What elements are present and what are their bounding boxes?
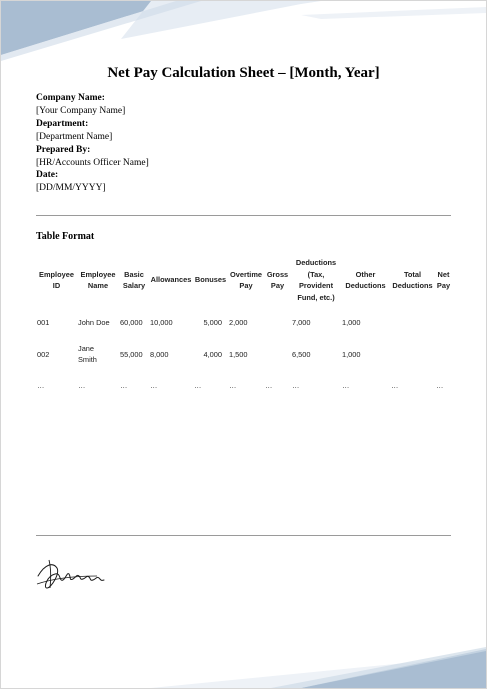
table-cell: … <box>150 380 158 390</box>
prepared-by-label: Prepared By: <box>36 144 91 155</box>
header-employee-id: Employee ID <box>39 269 74 290</box>
table-cell <box>390 307 435 337</box>
section-title: Table Format <box>36 231 95 242</box>
signature-image <box>35 554 115 594</box>
table-row <box>36 307 452 337</box>
table-cell <box>264 337 291 371</box>
table-cell: 60,000 <box>120 317 143 327</box>
table-cell: 55,000 <box>120 349 143 359</box>
table-cell: 1,500 <box>229 349 248 359</box>
bottom-divider <box>36 535 451 536</box>
table-cell: … <box>229 380 237 390</box>
table-cell: 8,000 <box>150 349 169 359</box>
header-basic-salary: Basic Salary <box>122 269 146 290</box>
header-overtime-pay: Overtime Pay <box>229 269 263 290</box>
table-row <box>36 337 452 371</box>
table-header-row <box>36 253 452 307</box>
table-cell <box>435 337 452 371</box>
table-cell: … <box>78 380 86 390</box>
header-net-pay: Net Pay <box>436 269 451 290</box>
company-label: Company Name: <box>36 93 105 103</box>
table-cell: 10,000 <box>150 317 173 327</box>
date-value: [DD/MM/YYYY] <box>36 183 106 194</box>
table-cell <box>435 307 452 337</box>
table-cell: 1,000 <box>342 349 361 359</box>
header-other-deductions: Other Deductions <box>345 269 386 290</box>
department-value: [Department Name] <box>36 131 113 142</box>
table-cell: … <box>391 380 399 390</box>
table-cell: … <box>194 380 202 390</box>
net-pay-table <box>36 253 452 399</box>
header-gross-pay: Gross Pay <box>266 269 289 290</box>
table-cell: … <box>37 380 45 390</box>
table-cell: … <box>120 380 128 390</box>
document-title: Net Pay Calculation Sheet – [Month, Year] <box>107 65 380 81</box>
header-decoration <box>1 1 486 61</box>
table-cell <box>264 307 291 337</box>
table-cell: 002 <box>37 349 50 359</box>
table-cell: 6,500 <box>292 349 311 359</box>
header-allowances: Allowances <box>150 275 192 285</box>
table-cell: … <box>292 380 300 390</box>
table-cell: … <box>342 380 350 390</box>
header-employee-name: Employee Name <box>80 269 116 290</box>
table-row <box>36 371 452 399</box>
table-cell: 7,000 <box>292 317 311 327</box>
table-cell: 5,000 <box>203 317 222 327</box>
company-value: [Your Company Name] <box>36 105 126 116</box>
table-cell: … <box>436 380 444 390</box>
table-cell <box>390 337 435 371</box>
header-total-deductions: Total Deductions <box>392 269 433 290</box>
document-meta <box>36 92 149 195</box>
prepared-by-value: [HR/Accounts Officer Name] <box>36 157 149 168</box>
table-cell: … <box>265 380 273 390</box>
table-cell: 2,000 <box>229 317 248 327</box>
department-label: Department: <box>36 118 89 129</box>
table-cell: Jane Smith <box>78 344 97 364</box>
table-cell: John Doe <box>78 317 110 327</box>
top-divider <box>36 215 451 216</box>
table-cell: 1,000 <box>342 317 361 327</box>
header-deductions: Deductions (Tax, Provident Fund, etc.) <box>295 258 337 302</box>
header-bonuses: Bonuses <box>194 275 227 285</box>
footer-decoration <box>1 641 486 688</box>
table-cell: 001 <box>37 317 50 327</box>
date-label: Date: <box>36 170 59 181</box>
table-cell: 4,000 <box>203 349 222 359</box>
